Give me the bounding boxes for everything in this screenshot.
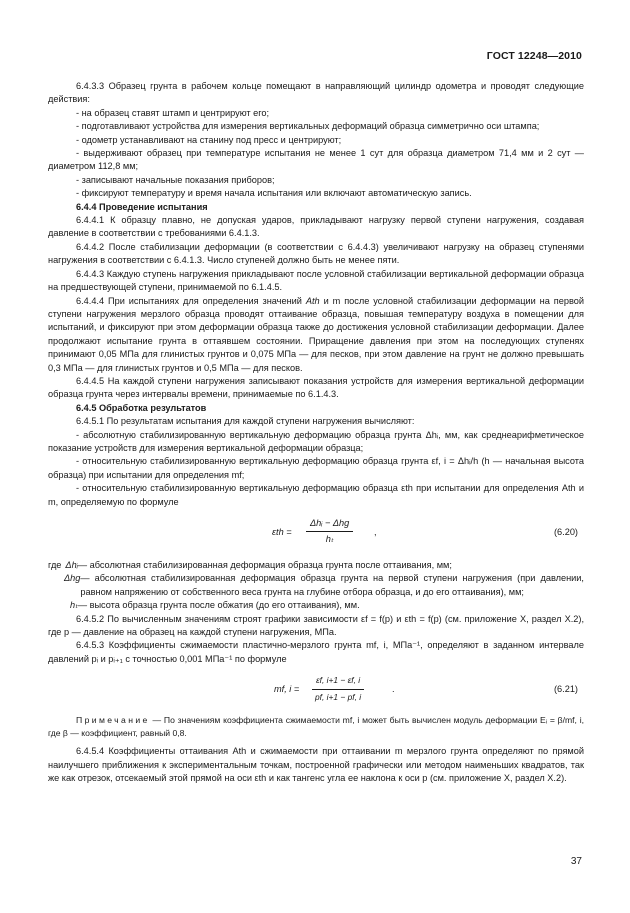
list-item: - записывают начальные показания приборов; [76, 174, 275, 185]
note-label: Примечание [76, 715, 150, 726]
list-item: - относительную стабилизированную вертикальную деформацию образца εth при испытании для определения Ath и m, определяемую по формуле [48, 483, 584, 507]
standard-header: ГОСТ 12248—2010 [486, 50, 582, 62]
paragraph-part: 6.4.4.4 При испытаниях для определения значений [76, 295, 306, 306]
formula-fraction [306, 517, 353, 547]
formula-numerator: εf, i+1 − εf, i [316, 675, 361, 686]
paragraph-6-4-4-2: 6.4.4.2 После стабилизации деформации (в соответствии с 6.4.4.3) увеличивают нагрузку на образец ступенями нагружения в соответствии с 6.4.1.3. Число ступеней должно быть не менее пяти. [48, 241, 584, 266]
paragraph-6-4-4-5: 6.4.4.5 На каждой ступени нагружения записывают показания устройств для измерения вертикальной деформации образца грунта через интервалы времени, принимаемые по 6.1.4.3. [48, 375, 584, 400]
note [48, 714, 584, 739]
paragraph-6-4-4-4 [48, 295, 584, 375]
formula-6-20 [48, 515, 584, 553]
definition-row [48, 572, 584, 599]
section-heading-6-4-5: 6.4.5 Обработка результатов [76, 402, 207, 413]
definition-text: — высота образца грунта после обжатия (до его оттаивания), мм. [77, 600, 360, 611]
paragraph-6-4-5-1: 6.4.5.1 По результатам испытания для каждой ступени нагружения вычисляют: [76, 416, 415, 427]
formula-punct: . [392, 684, 395, 695]
definition-text: — абсолютная стабилизированная деформация образца грунта на первой ступени нагружения (при давлении, равном напряжению от собственного веса грунта на глубине отбора образца, и до его оттаивания), мм; [80, 573, 584, 597]
paragraph-part: и m после условной стабилизации деформации на первой ступени нагружения мерзлого образца проводят оттаивание образца, повышая температуру воздуха в помещении для испытаний, и фиксируют при этом деформации образца также до достижения условной стабилизации деформации. Далее продолжают испытание грунта в оттаявшем состоянии. Приращение давления при этом на последующих ступенях принимают 0,05 МПа для глинистых грунтов и 0,075 МПа — для песков, при этом давление на грунт не должно превышать 0,3 МПа — для глинистых грунтов и 0,5 МПа — для песков. [48, 295, 584, 373]
formula-punct: , [374, 527, 377, 537]
formula-number: (6.21) [553, 684, 578, 695]
list-item: - абсолютную стабилизированную вертикальную деформацию образца грунта Δhᵢ, мм, как среднеарифметическое показание устройств для измерения вертикальной деформации образца; [48, 429, 584, 453]
formula-fraction [312, 674, 364, 704]
paragraph-6-4-5-3: 6.4.5.3 Коэффициенты сжимаемости пластично-мерзлого грунта mf, i, МПа⁻¹, определяют в заданном интервале давлений pᵢ и pᵢ₊₁ с точностью 0,001 МПа⁻¹ по формуле [48, 640, 584, 664]
definitions [48, 559, 584, 613]
document-body [48, 80, 584, 786]
formula-denominator: pf, i+1 − pf, i [315, 691, 362, 702]
list-item: - выдерживают образец при температуре испытания не менее 1 сут для образца диаметром 71,4 мм и 2 сут — диаметром 112,8 мм; [48, 148, 584, 172]
definition-symbol: Δhg [64, 573, 81, 584]
section-heading-6-4-4: 6.4.4 Проведение испытания [76, 201, 208, 212]
definition-row [48, 559, 584, 572]
list-item: - относительную стабилизированную вертикальную деформацию образца грунта εf, i = Δhᵢ/h (h — начальная высота образца) при испытании для определения mf; [48, 456, 584, 480]
list-item: - подготавливают устройства для измерения вертикальных деформаций образца симметрично оси штампа; [76, 121, 540, 132]
formula-denominator: hₜ [325, 534, 334, 545]
formula-lhs: mf, i = [274, 684, 300, 695]
formula-lhs: εth = [272, 527, 292, 537]
paragraph-6-4-3-3: 6.4.3.3 Образец грунта в рабочем кольце помещают в направляющий цилиндр одометра и проводят следующие действия: [48, 81, 584, 105]
definition-where: где [48, 560, 62, 570]
page-number: 37 [570, 856, 582, 867]
paragraph-6-4-5-4: 6.4.5.4 Коэффициенты оттаивания Ath и сжимаемости при оттаивании m мерзлого грунта определяют по прямой наилучшего приближения к экспериментальным точкам, построенной графически или методом наименьших квадратов, так же как отрезок, отсекаемый этой прямой на оси εth и как тангенс угла ее наклона к оси p (см. приложение Х, раздел Х.2). [48, 746, 584, 784]
definition-row [48, 599, 584, 612]
list-item: - одометр устанавливают на станину под пресс и центрируют; [76, 134, 342, 145]
definition-symbol: Δhᵢ [65, 560, 78, 570]
paragraph-6-4-5-2: 6.4.5.2 По вычисленным значениям строят графики зависимости εf = f(p) и εth = f(p) (см. приложение Х, раздел Х.2), где p — давление на образец на каждой ступени нагружения, МПа. [48, 613, 584, 638]
paragraph-6-4-4-1: 6.4.4.1 К образцу плавно, не допуская ударов, прикладывают нагрузку первой ступени нагружения, создавая давление в соответствии с требованиями 6.4.1.3. [48, 215, 584, 239]
list-item: - фиксируют температуру и время начала испытания или включают автоматическую запись. [76, 188, 472, 199]
symbol-ath: Ath [305, 295, 320, 306]
note-text: — По значениям коэффициента сжимаемости mf, i может быть вычислен модуль деформации Eᵢ = β/mf, i, где β — коэффициент, равный 0,8. [48, 715, 584, 738]
list-item: - на образец ставят штамп и центрируют его; [76, 107, 270, 118]
formula-6-21 [48, 672, 584, 708]
definition-symbol: hₜ [70, 600, 78, 611]
formula-number: (6.20) [553, 527, 578, 537]
formula-numerator: Δhᵢ − Δhg [310, 518, 350, 528]
definition-text: — абсолютная стабилизированная деформация образца грунта после оттаивания, мм; [77, 560, 452, 570]
paragraph-6-4-4-3: 6.4.4.3 Каждую ступень нагружения прикладывают после условной стабилизации вертикальной деформации образца на предшествующей ступени, принимаемой по 6.1.4.5. [48, 268, 584, 293]
